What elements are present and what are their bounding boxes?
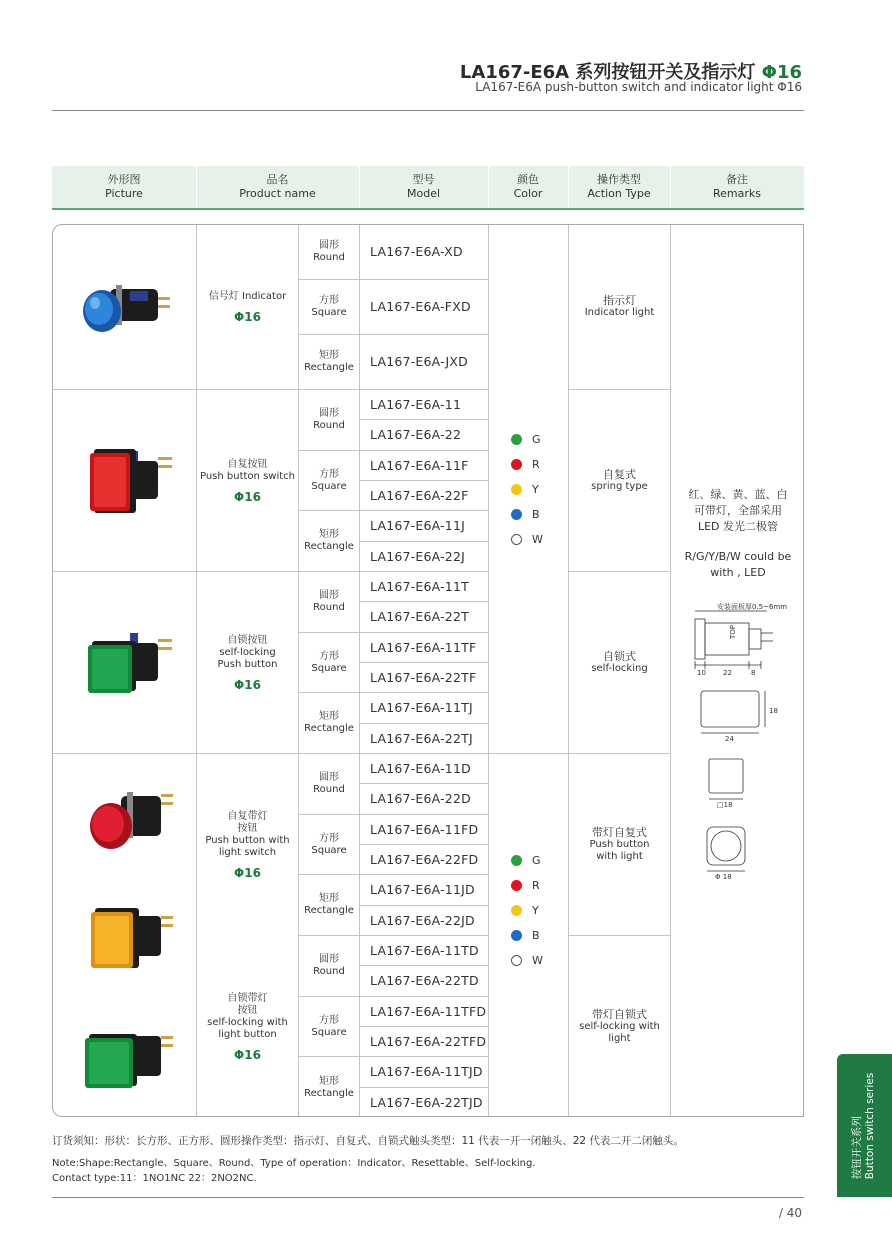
color-b: B (511, 929, 543, 941)
color-b: B (511, 508, 543, 520)
model-cell: LA167-E6A-11TJD (360, 1057, 489, 1088)
table-header (52, 166, 804, 210)
header-divider (52, 110, 804, 111)
remarks-en: R/G/Y/B/W could be with , LED (684, 550, 792, 579)
blue-dot (511, 930, 522, 941)
contact-type-note: Contact type:11：1NO1NC 22：2NO2NC. (52, 1173, 257, 1184)
white-dot (511, 534, 522, 545)
shape-square: 方形 Square (299, 815, 360, 875)
model-cell: LA167-E6A-11 (360, 390, 489, 420)
shape-rect: 矩形 Rectangle (299, 511, 360, 572)
shape-round: 圆形 Round (299, 754, 360, 815)
shape-round: 圆形 Round (299, 225, 360, 280)
model-cell: LA167-E6A-22J (360, 542, 489, 572)
color-w: W (511, 954, 543, 966)
shape-square: 方形 Square (299, 997, 360, 1057)
model-cell: LA167-E6A-11TF (360, 633, 489, 663)
color-r: R (511, 879, 543, 891)
white-dot (511, 955, 522, 966)
shape-square: 方形 Square (299, 451, 360, 511)
model-cell: LA167-E6A-22D (360, 784, 489, 815)
remarks-cn: 红、绿、黄、蓝、白可带灯，全部采用LED 发光二极管 (688, 488, 788, 533)
product-name-push-button: 自复按钮 Push button switch Φ16 (197, 390, 299, 572)
col-action-type: 操作类型 Action Type (587, 173, 651, 200)
model-cell: LA167-E6A-11F (360, 451, 489, 481)
dimension-drawings (687, 599, 797, 899)
picture-self-locking (53, 572, 197, 754)
dim-10: 10 (697, 669, 706, 677)
footer-divider (52, 1197, 804, 1198)
color-y: Y (511, 483, 543, 495)
col-product-name: 品名 Product name (239, 173, 316, 200)
model-cell: LA167-E6A-11FD (360, 815, 489, 845)
model-cell: LA167-E6A-11TD (360, 936, 489, 966)
shape-round: 圆形 Round (299, 390, 360, 451)
yellow-dot (511, 484, 522, 495)
color-w: W (511, 533, 543, 545)
shape-round: 圆形 Round (299, 936, 360, 997)
lighted-buttons-image (65, 766, 185, 1106)
color-y: Y (511, 904, 543, 916)
model-cell: LA167-E6A-11TFD (360, 997, 489, 1027)
model-cell: LA167-E6A-JXD (360, 335, 489, 390)
col-color: 颜色 Color (513, 173, 543, 200)
action-locking-light: 带灯自锁式 self-locking with light (569, 936, 671, 1117)
picture-push-button (53, 390, 197, 572)
shape-rect: 矩形 Rectangle (299, 693, 360, 754)
shape-square: 方形 Square (299, 280, 360, 335)
shape-round: 圆形 Round (299, 572, 360, 633)
model-cell: LA167-E6A-FXD (360, 280, 489, 335)
yellow-dot (511, 905, 522, 916)
picture-indicator (53, 225, 197, 390)
picture-lighted-buttons (53, 754, 197, 1117)
panel-thickness-label: 安装面板厚0.5~6mm (717, 603, 788, 611)
color-r: R (511, 458, 543, 470)
model-cell: LA167-E6A-11J (360, 511, 489, 542)
model-cell: LA167-E6A-22JD (360, 906, 489, 936)
dim-sq18: □18 (717, 801, 733, 809)
dim-24: 24 (725, 735, 734, 743)
product-name-indicator: 信号灯 Indicator Φ16 (197, 225, 299, 390)
green-dot (511, 855, 522, 866)
color-g: G (511, 433, 543, 445)
order-note-cn: 订货须知：形状：长方形、正方形、圆形操作类型：指示灯、自复式、自锁式触头类型：11 代表一开一闭触头、22 代表二开二闭触头。 (52, 1135, 684, 1147)
red-button-image (70, 431, 180, 531)
action-spring: 自复式 spring type (569, 390, 671, 572)
model-cell: LA167-E6A-11D (360, 754, 489, 784)
action-push-light: 带灯自复式 Push button with light (569, 754, 671, 936)
red-dot (511, 459, 522, 470)
model-cell: LA167-E6A-22TF (360, 663, 489, 693)
model-cell: LA167-E6A-XD (360, 225, 489, 280)
model-cell: LA167-E6A-11TJ (360, 693, 489, 724)
product-name-self-locking: 自锁按钮 self-locking Push button Φ16 (197, 572, 299, 754)
col-picture: 外形图 Picture (105, 173, 143, 200)
dim-phi18: Φ 18 (715, 873, 732, 881)
model-cell: LA167-E6A-22TD (360, 966, 489, 997)
product-table (52, 224, 804, 1117)
product-name-lighted-push: 自复带灯 按钮 Push button with light switch Φ16 (197, 754, 299, 936)
top-label: TOP (729, 624, 737, 639)
model-cell: LA167-E6A-22TJD (360, 1088, 489, 1117)
blue-indicator-image (70, 267, 180, 347)
product-name-lighted-locking: 自锁带灯 按钮 self-locking with light button Φ16 (197, 936, 299, 1117)
blue-dot (511, 509, 522, 520)
color-g: G (511, 854, 543, 866)
model-cell: LA167-E6A-11JD (360, 875, 489, 906)
model-cell: LA167-E6A-22TJ (360, 724, 489, 754)
page-number: / 40 (778, 1206, 802, 1220)
dim-8: 8 (751, 669, 756, 677)
page-title: LA167-E6A 系列按钮开关及指示灯 Φ16 (459, 62, 802, 83)
dim-22: 22 (723, 669, 732, 677)
shape-square: 方形 Square (299, 633, 360, 693)
col-remarks: 备注 Remarks (713, 173, 761, 200)
model-cell: LA167-E6A-22F (360, 481, 489, 511)
model-cell: LA167-E6A-22TFD (360, 1027, 489, 1057)
shape-rect: 矩形 Rectangle (299, 875, 360, 936)
model-cell: LA167-E6A-22FD (360, 845, 489, 875)
shape-rect: 矩形 Rectangle (299, 1057, 360, 1117)
model-cell: LA167-E6A-22T (360, 602, 489, 633)
model-cell: LA167-E6A-11T (360, 572, 489, 602)
action-self-locking: 自锁式 self-locking (569, 572, 671, 754)
green-dot (511, 434, 522, 445)
page-subtitle: LA167-E6A push-button switch and indicator light Φ16 (475, 80, 802, 94)
color-legend-2 (511, 854, 543, 966)
color-legend-1 (511, 433, 543, 545)
dim-18: 18 (769, 707, 778, 715)
order-note-en: Note:Shape:Rectangle、Square、Round、Type of operation：Indicator、Resettable、Self-locking. (52, 1158, 536, 1169)
side-tab-label: 按钮开关系列 Button switch series (851, 1072, 877, 1179)
green-button-image (70, 613, 180, 713)
model-cell: LA167-E6A-22 (360, 420, 489, 451)
action-indicator: 指示灯 Indicator light (569, 225, 671, 390)
red-dot (511, 880, 522, 891)
shape-rect: 矩形 Rectangle (299, 335, 360, 390)
col-model: 型号 Model (406, 173, 441, 200)
